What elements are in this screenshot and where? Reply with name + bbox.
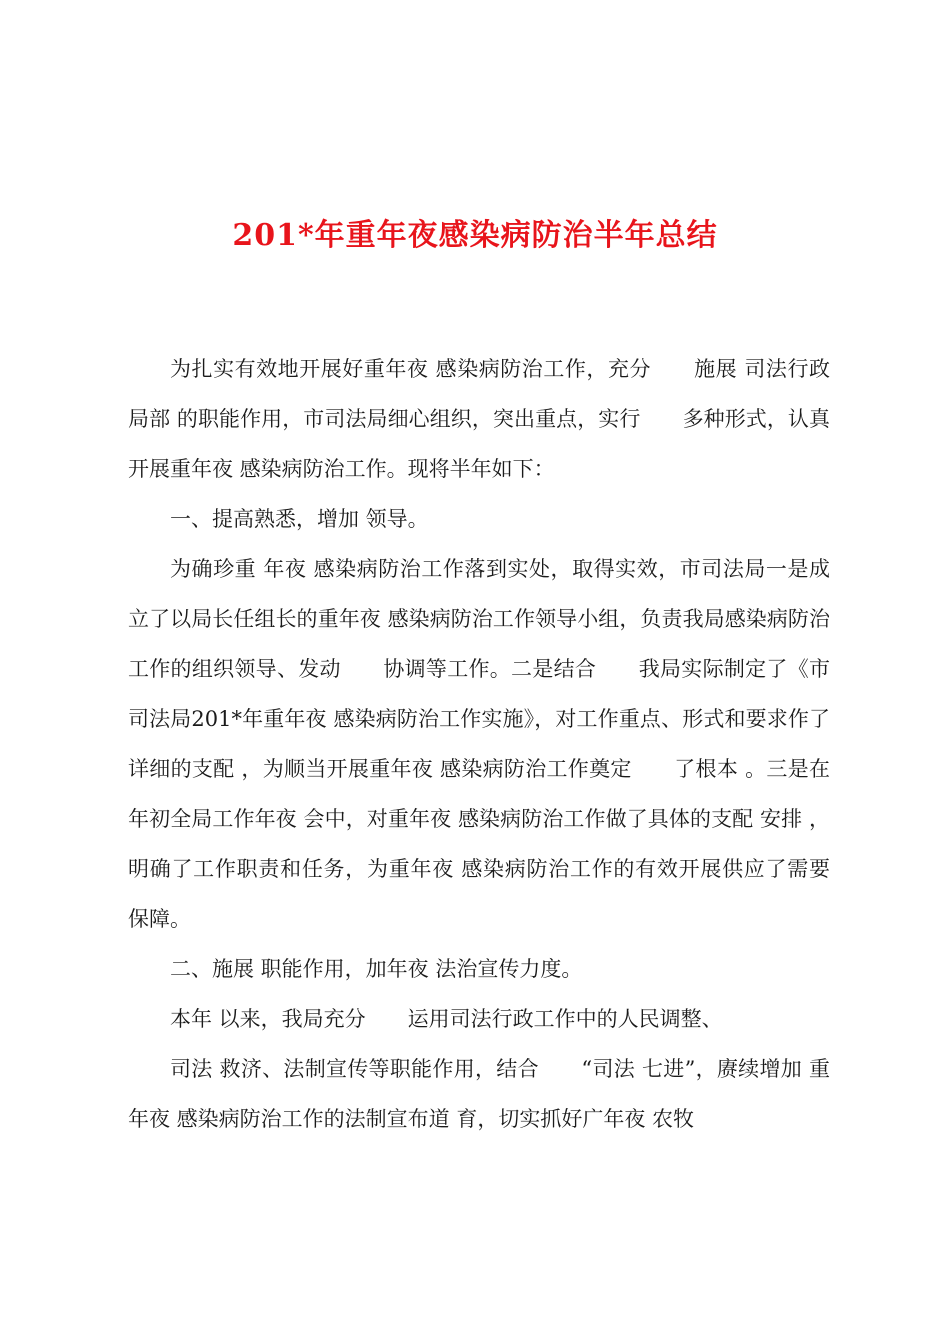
section-heading-2: 二、施展 职能作用，加年夜 法治宣传力度。 [170, 957, 583, 981]
paragraph-section-2-continued: 司法 救济、法制宣传等职能作用，结合 “司法 七进”，赓续增加 重年夜 感染病防治工作的法制宣布道 育，切实抓好广年夜 农牧 [128, 1057, 830, 1131]
section-heading-1: 一、提高熟悉，增加 领导。 [170, 507, 429, 531]
paragraph-section-2-line-1: 本年 以来，我局充分 运用司法行政工作中的人民调整、 [170, 1007, 723, 1031]
document-title: 201*年重年夜感染病防治半年总结 [232, 218, 718, 253]
document-body [128, 344, 830, 1144]
paragraph-intro: 为扎实有效地开展好重年夜 感染病防治工作，充分 施展 司法行政局部 的职能作用，市司法局细心组织，突出重点，实行 多种形式，认真开展重年夜 感染病防治工作。现将半年如下： [128, 357, 830, 481]
paragraph-section-1: 为确珍重 年夜 感染病防治工作落到实处，取得实效，市司法局一是成立了以局长任组长的重年夜 感染病防治工作领导小组，负责我局感染病防治工作的组织领导、发动 协调等工作。二是结合 我局实际制定了《市司法局201*年重年夜 感染病防治工作实施》，对工作重点、形式和要求作了详细的支配 ，为顺当开展重年夜 感染病防治工作奠定 了根本 。三是在年初全局工作年夜 会中，对重年夜 感染病防治工作做了具体的支配 安排 ，明确了工作职责和任务，为重年夜 感染病防治工作的有效开展供应了需要 保障。 [128, 557, 830, 931]
